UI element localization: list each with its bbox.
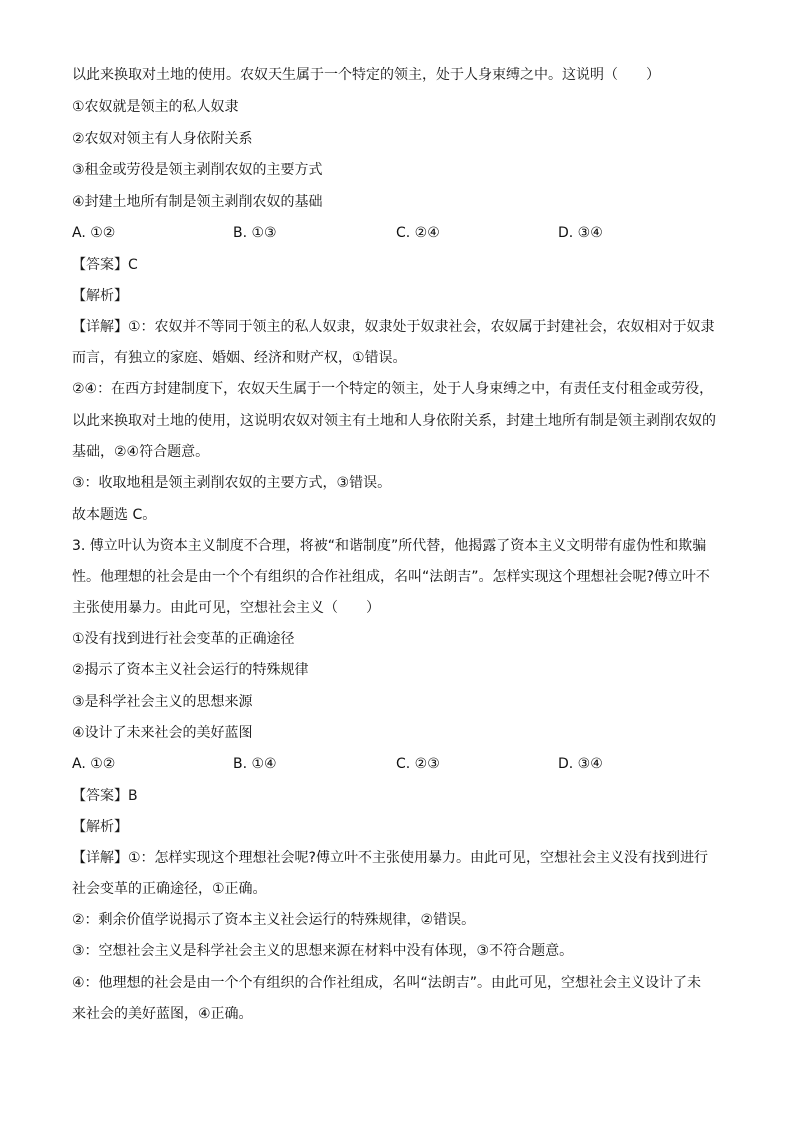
q3-item-3: ③是科学社会主义的思想来源 [72,694,253,710]
q2-options [72,223,722,243]
q2-option-c: C. ②④ [396,225,440,241]
q2-explain-line-3: ②④：在西方封建制度下，农奴天生属于一个特定的领主，处于人身束缚之中，有责任支付租金或劳役， [72,381,714,397]
q3-item-4: ④设计了未来社会的美好蓝图 [72,725,253,741]
q2-option-a: A. ①② [72,225,116,241]
q3-item-1: ①没有找到进行社会变革的正确途径 [72,631,295,647]
q2-explain-line-6: ③：收取地租是领主剥削农奴的主要方式，③错误。 [72,475,392,491]
q2-item-4: ④封建土地所有制是领主剥削农奴的基础 [72,194,323,210]
q2-analysis-label: 【解析】 [72,288,128,304]
q3-option-d: D. ③④ [558,756,603,772]
q3-option-b: B. ①④ [233,756,277,772]
q2-option-b: B. ①③ [233,225,277,241]
q3-explain-line-3: ②：剩余价值学说揭示了资本主义社会运行的特殊规律，②错误。 [72,912,476,928]
q3-stem-line-1: 3. 傅立叶认为资本主义制度不合理，将被“和谐制度”所代替，他揭露了资本主义文明带有虚伪性和欺骗 [72,538,707,554]
q3-analysis-label: 【解析】 [72,819,128,835]
q2-explain-line-5: 基础，②④符合题意。 [72,444,210,460]
q3-options [72,754,722,774]
q3-stem-line-3: 主张使用暴力。由此可见，空想社会主义（ ） [72,600,380,616]
q3-explain-line-2: 社会变革的正确途径，①正确。 [72,881,267,897]
q2-answer: 【答案】C [72,257,138,273]
q3-item-2: ②揭示了资本主义社会运行的特殊规律 [72,662,309,678]
q2-stem-tail: 以此来换取对土地的使用。农奴天生属于一个特定的领主，处于人身束缚之中。这说明（ ） [72,67,660,83]
q2-explain-line-1: 【详解】①：农奴并不等同于领主的私人奴隶，奴隶处于奴隶社会，农奴属于封建社会，农奴相对于奴隶 [72,319,715,335]
q3-option-a: A. ①② [72,756,116,772]
q3-stem-line-2: 性。他理想的社会是由一个个有组织的合作社组成，名叫“法朗吉”。怎样实现这个理想社会呢?傅立叶不 [72,569,710,585]
q2-item-2: ②农奴对领主有人身依附关系 [72,131,253,147]
q3-explain-line-1: 【详解】①：怎样实现这个理想社会呢?傅立叶不主张使用暴力。由此可见，空想社会主义没有找到进行 [72,850,708,866]
q2-explain-line-4: 以此来换取对土地的使用，这说明农奴对领主有土地和人身依附关系，封建土地所有制是领主剥削农奴的 [72,413,716,429]
q2-explain-line-2: 而言，有独立的家庭、婚姻、经济和财产权，①错误。 [72,350,407,366]
q3-explain-line-6: 来社会的美好蓝图，④正确。 [72,1006,253,1022]
q3-option-c: C. ②③ [396,756,440,772]
q2-item-1: ①农奴就是领主的私人奴隶 [72,99,239,115]
q2-item-3: ③租金或劳役是领主剥削农奴的主要方式 [72,162,323,178]
q3-answer: 【答案】B [72,788,138,804]
q2-option-d: D. ③④ [558,225,603,241]
q3-explain-line-5: ④：他理想的社会是由一个个有组织的合作社组成，名叫“法朗吉”。由此可见，空想社会主义设计了未 [72,975,702,991]
q3-explain-line-4: ③：空想社会主义是科学社会主义的思想来源在材料中没有体现，③不符合题意。 [72,943,574,959]
q2-explain-line-7: 故本题选 C。 [72,507,157,523]
